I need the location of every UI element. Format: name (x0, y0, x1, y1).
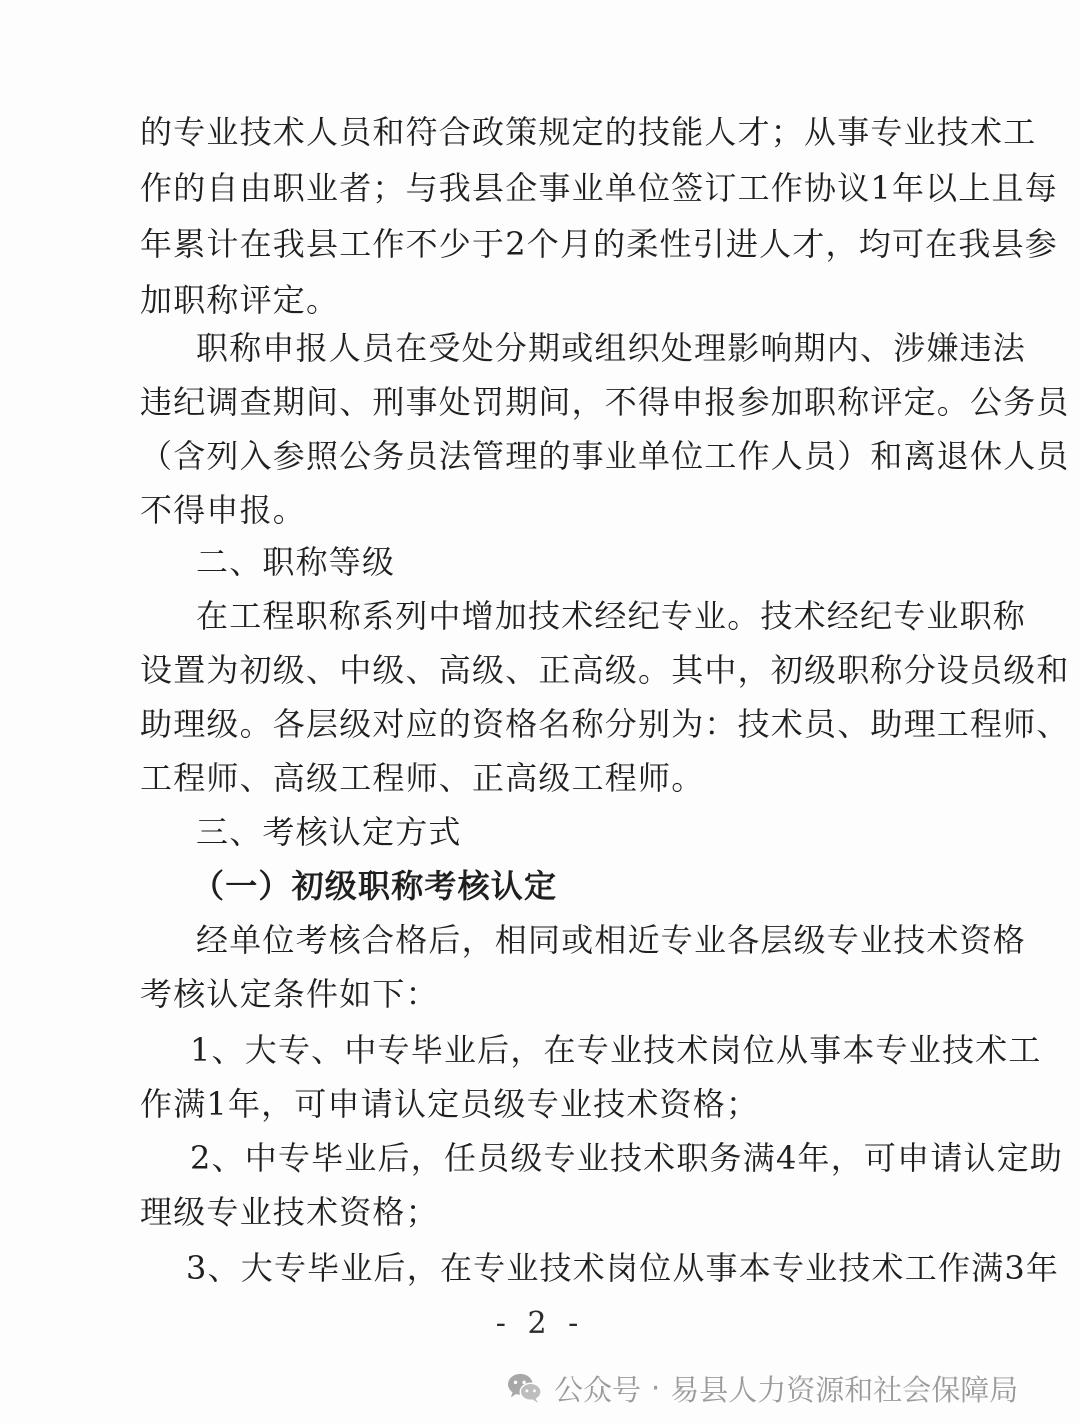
wechat-watermark (506, 1366, 1018, 1410)
paragraph-line: 不得申报。 (140, 491, 307, 529)
paragraph-line: 的专业技术人员和符合政策规定的技能人才；从事专业技术工 (140, 113, 1037, 151)
subsection-heading: （一）初级职称考核认定 (192, 867, 558, 905)
wechat-icon (506, 1371, 544, 1405)
paragraph-line: 设置为初级、中级、高级、正高级。其中，初级职称分设员级和 (140, 651, 1070, 689)
watermark-account: 易县人力资源和社会保障局 (670, 1372, 1019, 1407)
page-number: - 2 - (495, 1306, 585, 1341)
list-item-line: 3、大专毕业后，在专业技术岗位从事本专业技术工作满3年 (186, 1249, 1060, 1287)
watermark-separator: · (651, 1371, 661, 1405)
watermark-prefix: 公众号 (554, 1372, 642, 1407)
section-heading: 二、职称等级 (196, 543, 396, 581)
paragraph-line: 年累计在我县工作不少于2个月的柔性引进人才，均可在我县参 (140, 225, 1058, 263)
paragraph-line: 违纪调查期间、刑事处罚期间，不得申报参加职称评定。公务员 (140, 383, 1070, 421)
list-item-line: 2、中专毕业后，任员级专业技术职务满4年，可申请认定助 (190, 1139, 1064, 1177)
paragraph-line: （含列入参照公务员法管理的事业单位工作人员）和离退休人员 (140, 437, 1070, 475)
paragraph-line: 助理级。各层级对应的资格名称分别为：技术员、助理工程师、 (140, 705, 1070, 743)
paragraph-line: 工程师、高级工程师、正高级工程师。 (140, 759, 705, 797)
list-item-line: 1、大专、中专毕业后，在专业技术岗位从事本专业技术工 (190, 1031, 1042, 1069)
paragraph-line: 加职称评定。 (140, 281, 340, 319)
list-item-line: 作满1年，可申请认定员级专业技术资格； (140, 1085, 760, 1123)
paragraph-line: 经单位考核合格后，相同或相近专业各层级专业技术资格 (196, 921, 1027, 959)
list-item-line: 理级专业技术资格； (140, 1193, 439, 1231)
paragraph-line: 职称申报人员在受处分期或组织处理影响期内、涉嫌违法 (196, 329, 1027, 367)
paragraph-line: 在工程职称系列中增加技术经纪专业。技术经纪专业职称 (196, 597, 1027, 635)
paragraph-line: 作的自由职业者；与我县企事业单位签订工作协议1年以上且每 (140, 169, 1058, 207)
paragraph-line: 考核认定条件如下： (140, 975, 439, 1013)
section-heading: 三、考核认定方式 (196, 813, 462, 851)
